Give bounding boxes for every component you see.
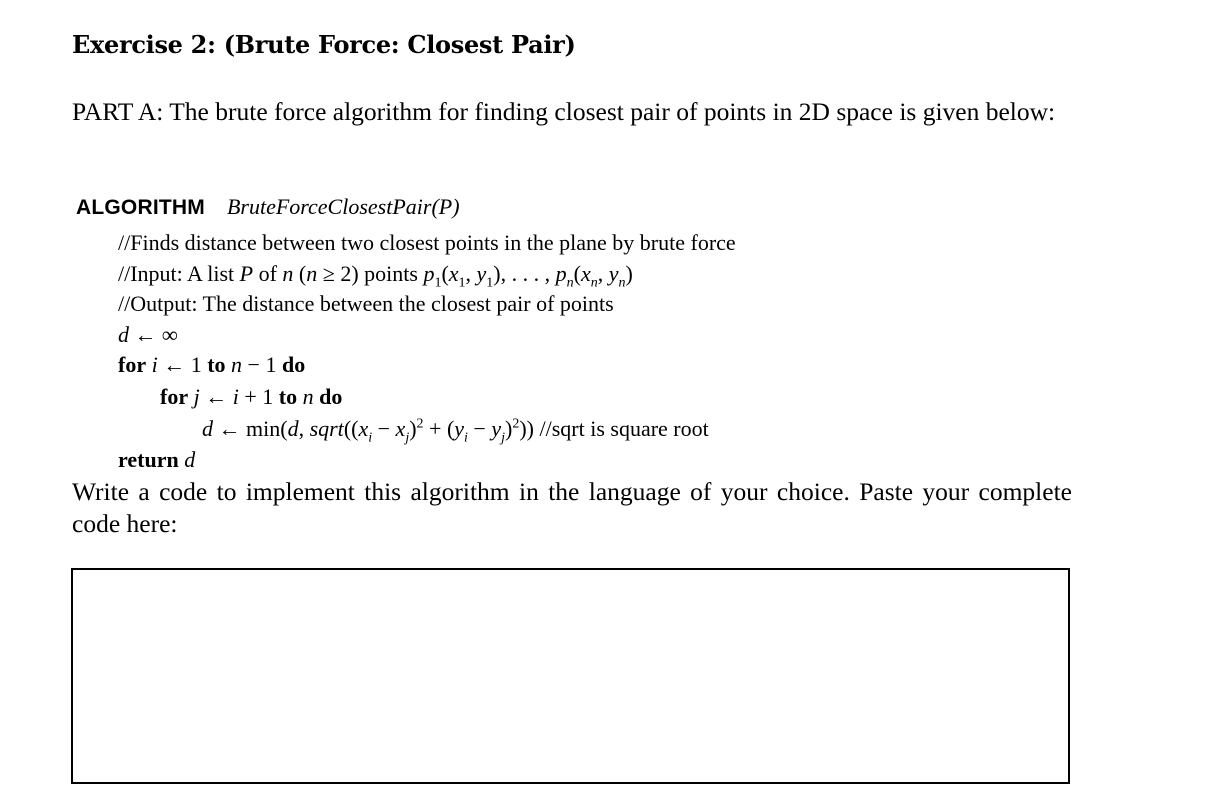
algorithm-inner-loop: for j ← i + 1 to n do (160, 384, 343, 409)
algorithm-return-line: return d (118, 447, 196, 472)
algorithm-keyword: ALGORITHM (76, 196, 205, 219)
algorithm-update-line: d ← min(d, $sqrt((x_i - x_j)^2 + (y_i - y_j)^2)$) //sqrt is square root (202, 416, 709, 446)
algorithm-comment-finds: //Finds distance between two closest points in the plane by brute force (118, 230, 736, 255)
exercise-title: Exercise 2: (Brute Force: Closest Pair) (72, 30, 576, 59)
algorithm-outer-loop: for i ← 1 to n − 1 do (118, 352, 306, 377)
instructions-text: Write a code to implement this algorithm in the language of your choice. Paste your complete code here: (72, 477, 1072, 538)
algorithm-init-line: d ← ∞ (118, 322, 178, 347)
answer-box[interactable] (71, 568, 1070, 784)
part-a-intro: PART A: The brute force algorithm for finding closest pair of points in 2D space is given below: (72, 97, 1056, 126)
algorithm-comment-output: //Output: The distance between the closest pair of points (118, 291, 614, 316)
algorithm-header (76, 194, 460, 220)
algorithm-update-comment: //sqrt is square root (539, 416, 709, 441)
algorithm-comment-input (118, 261, 633, 291)
algorithm-input-formula: P of n (n ≥ 2) points $p_1(x_1$, $y_1$), . . . , $p_n(x_n$, $y_n$) (239, 261, 633, 291)
algorithm-comment-input-prefix: //Input: A list (118, 261, 240, 286)
algorithm-name: BruteForceClosestPair(P) (226, 194, 460, 219)
